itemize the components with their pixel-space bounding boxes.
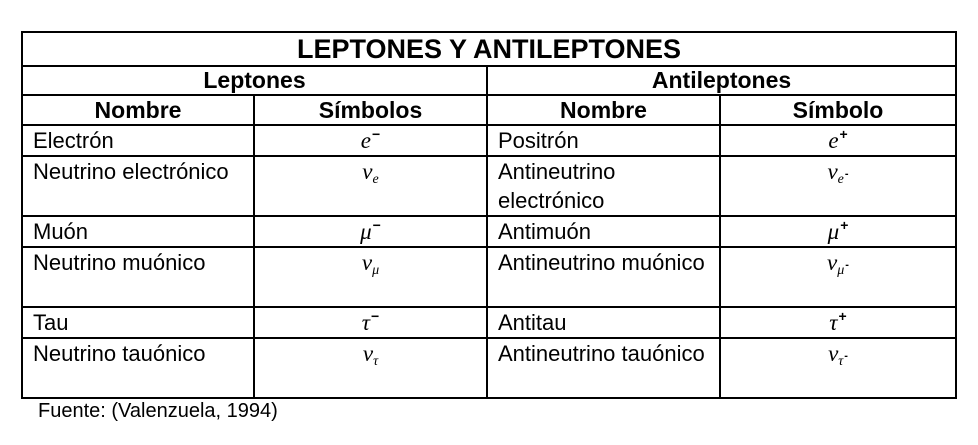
symbol-subscript: e <box>372 172 379 187</box>
antilepton-symbol <box>828 219 849 244</box>
lepton-name-cell: Neutrino muónico <box>22 247 254 307</box>
antilepton-symbol-cell <box>720 307 956 338</box>
symbol-charge: + <box>838 308 847 324</box>
symbol-base: μ <box>360 219 372 244</box>
symbol-charge: + <box>840 217 849 233</box>
symbol-base: e <box>360 128 372 153</box>
column-header-lepton-symbol: Símbolos <box>254 95 487 125</box>
symbol-subscript-text: μ <box>837 263 845 278</box>
lepton-symbol-cell <box>254 216 487 247</box>
table-row <box>22 125 956 156</box>
antilepton-symbol <box>828 341 848 369</box>
symbol-subscript-charge: - <box>844 350 848 362</box>
antilepton-name-cell: Antineutrino muónico <box>487 247 720 307</box>
lepton-symbol-cell <box>254 307 487 338</box>
table-title: LEPTONES Y ANTILEPTONES <box>22 32 956 66</box>
symbol-base: ν <box>362 159 373 184</box>
symbol-base: ν <box>362 341 374 366</box>
symbol-base: ν <box>827 250 838 275</box>
symbol-charge: − <box>372 126 381 142</box>
lepton-name-cell: Neutrino tauónico <box>22 338 254 398</box>
lepton-symbol <box>362 159 379 187</box>
symbol-subscript-charge: - <box>844 168 849 180</box>
symbol-subscript-text: τ <box>838 354 844 369</box>
antilepton-symbol <box>829 310 846 335</box>
antilepton-symbol-cell <box>720 247 956 307</box>
symbol-charge: − <box>372 217 381 233</box>
symbol-base: ν <box>827 159 838 184</box>
lepton-symbol <box>362 341 379 369</box>
symbol-subscript <box>838 350 848 369</box>
antilepton-symbol-cell <box>720 216 956 247</box>
lepton-symbol <box>360 219 381 244</box>
symbol-subscript: τ <box>373 354 379 369</box>
lepton-symbol-cell <box>254 125 487 156</box>
table-row <box>22 338 956 398</box>
group-header-antileptons: Antileptones <box>487 66 956 95</box>
symbol-base: ν <box>828 341 839 366</box>
leptons-table <box>21 31 957 399</box>
table-row <box>22 247 956 307</box>
antilepton-symbol <box>827 159 849 187</box>
antilepton-symbol-cell <box>720 125 956 156</box>
symbol-subscript-charge: - <box>845 259 849 271</box>
symbol-subscript: μ <box>372 263 380 278</box>
lepton-symbol <box>361 250 380 278</box>
group-header-leptons: Leptones <box>22 66 487 95</box>
symbol-base: ν <box>361 250 373 275</box>
lepton-symbol-cell <box>254 156 487 216</box>
lepton-symbol <box>362 310 379 335</box>
antilepton-name-cell: Antitau <box>487 307 720 338</box>
symbol-base: μ <box>827 219 840 244</box>
symbol-base: τ <box>361 310 371 335</box>
antilepton-name-cell: Antineutrino tauónico <box>487 338 720 398</box>
symbol-subscript <box>837 259 849 278</box>
table-row <box>22 216 956 247</box>
antilepton-name-cell: Antimuón <box>487 216 720 247</box>
antilepton-name-cell: Positrón <box>487 125 720 156</box>
symbol-subscript-text: e <box>837 172 844 187</box>
antilepton-name-cell: Antineutrino electrónico <box>487 156 720 216</box>
source-citation: Fuente: (Valenzuela, 1994) <box>38 400 278 422</box>
table-row <box>22 307 956 338</box>
lepton-name-cell: Muón <box>22 216 254 247</box>
symbol-base: e <box>828 128 839 153</box>
lepton-symbol-cell <box>254 338 487 398</box>
antilepton-symbol <box>827 250 849 278</box>
antilepton-symbol-cell <box>720 156 956 216</box>
column-header-antilepton-symbol: Símbolo <box>720 95 956 125</box>
column-header-antilepton-name: Nombre <box>487 95 720 125</box>
lepton-name-cell: Neutrino electrónico <box>22 156 254 216</box>
lepton-symbol <box>361 128 380 153</box>
lepton-name-cell: Tau <box>22 307 254 338</box>
lepton-symbol-cell <box>254 247 487 307</box>
symbol-base: τ <box>829 310 838 335</box>
symbol-charge: + <box>839 126 848 142</box>
antilepton-symbol <box>828 128 847 153</box>
column-header-lepton-name: Nombre <box>22 95 254 125</box>
lepton-name-cell: Electrón <box>22 125 254 156</box>
symbol-subscript <box>837 168 849 187</box>
table-row <box>22 156 956 216</box>
antilepton-symbol-cell <box>720 338 956 398</box>
symbol-charge: − <box>371 308 380 324</box>
